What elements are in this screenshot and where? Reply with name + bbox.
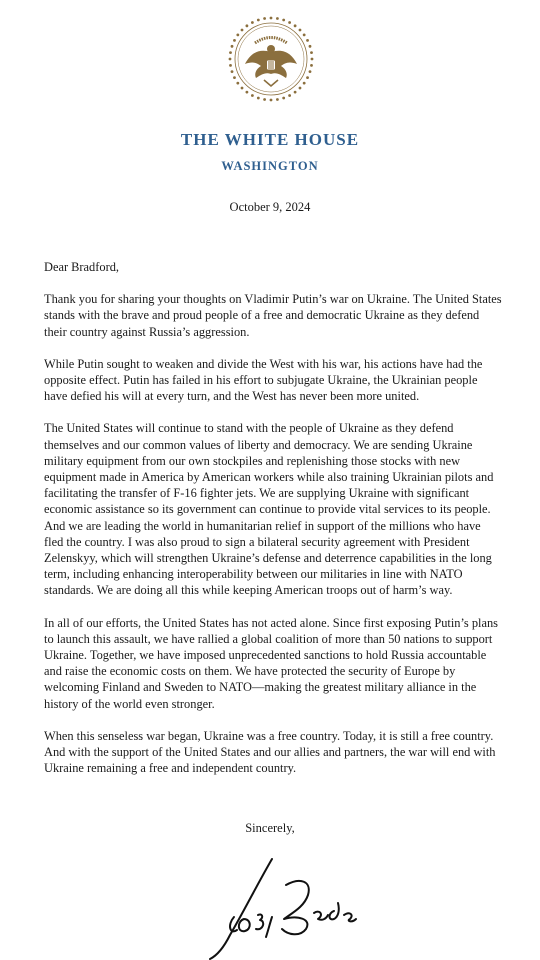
letter-date: October 9, 2024 (229, 200, 311, 214)
paragraph: In all of our efforts, the United States has not acted alone. Since first exposing Putin’s plans to launch this assault, we have rallied a global coalition of more than 50 nations to support Ukraine. Together, we have imposed unprecedented sanctions to hold Russia accountable and raise the economic costs on them. We have protected the security of Europe by welcoming Finland and Sweden to NATO—making the greatest military alliance in the history of the world even stronger. (44, 615, 499, 711)
paragraph: Thank you for sharing your thoughts on Vladimir Putin’s war on Ukraine. The United States stands with the brave and proud people of a free and democratic Ukraine as they defend their country against Russia’s aggression. (44, 292, 502, 339)
letter-body (44, 259, 502, 792)
paragraph: While Putin sought to weaken and divide the West with his war, his actions have had the opposite effect. Putin has failed in his effort to subjugate Ukraine, the Ukrainian people have defied his will at every turn, and the West has never been more united. (44, 356, 483, 404)
salutation: Dear Bradford, (44, 260, 119, 274)
organization-location: WASHINGTON (221, 159, 319, 173)
paragraph: When this senseless war began, Ukraine was a free country. Today, it is still a free country. And with the support of the United States and our allies and partners, the war will end with Ukraine remaining a free and independent country. (44, 728, 496, 776)
closing: Sincerely, (245, 821, 295, 835)
white-house-seal-icon (226, 14, 316, 104)
signature-image (200, 855, 360, 960)
paragraph: The United States will continue to stand with the people of Ukraine as they defend themselves and our common values of liberty and democracy. We are sending Ukraine military equipment from our own stockpiles and replenishing those stocks with new equipment made in America by American workers while also training Ukrainian pilots and facilitating the transfer of F-16 fighter jets. We are supplying Ukraine with significant economic assistance so its government can continue to provide vital services to its people. And we are leading the world in humanitarian relief in support of the millions who have fled the country. I was also proud to sign a bilateral security agreement with President Zelenskyy, which will strengthen Ukraine’s defense and deterrence capabilities in the long term, including enhancing interoperability between our militaries in line with NATO standards. We are doing all this while keeping American troops out of harm’s way. (44, 421, 494, 598)
organization-name: THE WHITE HOUSE (180, 130, 360, 149)
